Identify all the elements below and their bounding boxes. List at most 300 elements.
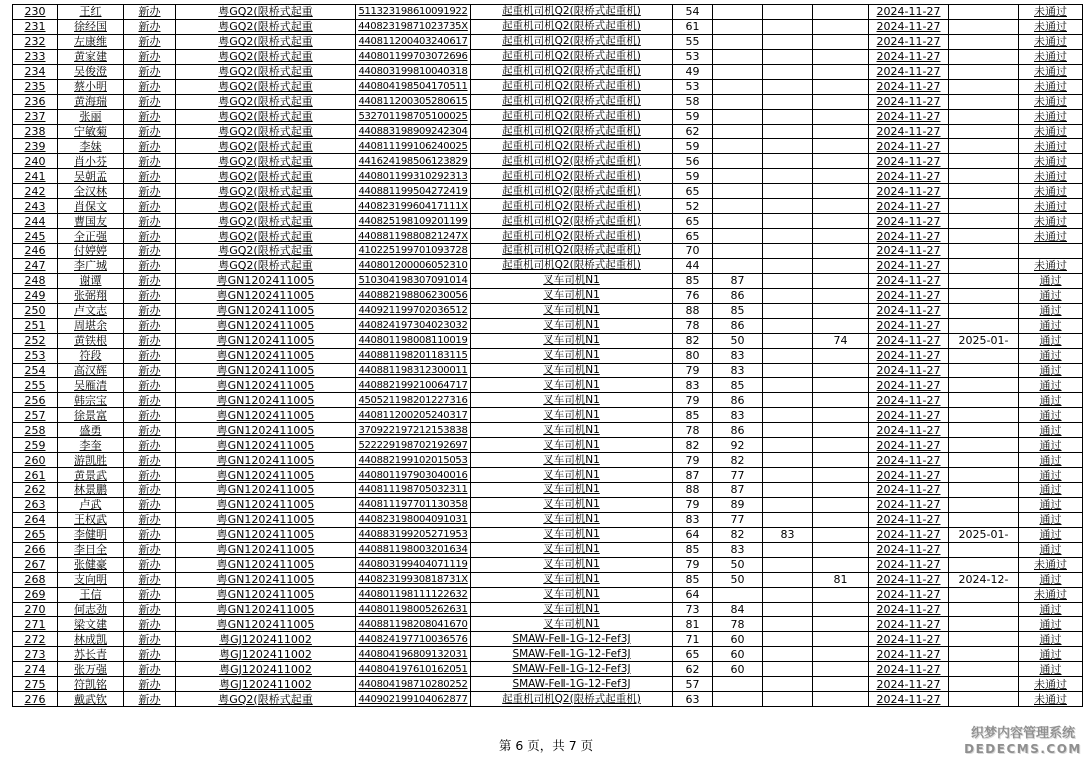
cell-apply-type: 新办 [124, 214, 176, 229]
cell-row-number: 246 [13, 244, 58, 259]
cell-score-2: 83 [713, 408, 763, 423]
cell-score-4 [813, 109, 869, 124]
cell-exam-date: 2024-11-27 [869, 378, 949, 393]
cell-apply-type: 新办 [124, 453, 176, 468]
cell-score-2 [713, 19, 763, 34]
cell-name: 吴俊澄 [58, 64, 124, 79]
cell-name: 支向明 [58, 572, 124, 587]
cell-retake-date: 2025-01- [949, 333, 1019, 348]
cell-name: 黄海瑞 [58, 94, 124, 109]
table-row [13, 408, 1083, 423]
cell-score-2 [713, 124, 763, 139]
cell-result: 通过 [1019, 617, 1083, 632]
cell-score-1: 76 [673, 288, 713, 303]
cell-row-number: 240 [13, 154, 58, 169]
cell-id-number: 440824197710036576 [356, 632, 471, 647]
cell-score-2 [713, 79, 763, 94]
cell-apply-type: 新办 [124, 318, 176, 333]
cell-project-code: 粤GQ2(限桥式起重 [176, 184, 356, 199]
cell-result: 未通过 [1019, 557, 1083, 572]
cell-score-2: 83 [713, 348, 763, 363]
cell-name: 左康维 [58, 34, 124, 49]
cell-result: 通过 [1019, 333, 1083, 348]
cell-exam-date: 2024-11-27 [869, 169, 949, 184]
cell-exam-date: 2024-11-27 [869, 273, 949, 288]
cell-exam-date: 2024-11-27 [869, 408, 949, 423]
cell-project-code: 粤GN1202411005 [176, 587, 356, 602]
cell-retake-date [949, 587, 1019, 602]
cell-row-number: 241 [13, 169, 58, 184]
cell-score-3 [763, 617, 813, 632]
cell-retake-date [949, 79, 1019, 94]
cell-apply-type: 新办 [124, 229, 176, 244]
table-row [13, 497, 1083, 512]
cell-id-number: 440811198705032311 [356, 483, 471, 498]
cell-score-1: 49 [673, 64, 713, 79]
cell-score-4 [813, 483, 869, 498]
cell-project-code: 粤GN1202411005 [176, 557, 356, 572]
cell-project-code: 粤GN1202411005 [176, 363, 356, 378]
cell-project-code: 粤GJ1202411002 [176, 632, 356, 647]
cell-name: 苏长青 [58, 647, 124, 662]
cell-score-1: 70 [673, 244, 713, 259]
cell-qualification: 叉车司机N1 [471, 453, 673, 468]
cell-qualification: 起重机司机Q2(限桥式起重机) [471, 49, 673, 64]
cell-project-code: 粤GQ2(限桥式起重 [176, 258, 356, 273]
cell-row-number: 248 [13, 273, 58, 288]
cell-row-number: 231 [13, 19, 58, 34]
cell-score-4 [813, 19, 869, 34]
cell-id-number: 510304198307091014 [356, 273, 471, 288]
cell-retake-date [949, 408, 1019, 423]
cell-apply-type: 新办 [124, 139, 176, 154]
cell-row-number: 243 [13, 199, 58, 214]
table-row [13, 303, 1083, 318]
cell-score-4 [813, 258, 869, 273]
cell-project-code: 粤GN1202411005 [176, 408, 356, 423]
cell-id-number: 440801198008110019 [356, 333, 471, 348]
cell-qualification: 叉车司机N1 [471, 587, 673, 602]
cell-project-code: 粤GN1202411005 [176, 453, 356, 468]
cell-score-2: 60 [713, 647, 763, 662]
cell-apply-type: 新办 [124, 184, 176, 199]
table-row [13, 214, 1083, 229]
cell-name: 李广城 [58, 258, 124, 273]
cell-name: 周堪余 [58, 318, 124, 333]
cell-score-2 [713, 199, 763, 214]
cell-score-4 [813, 557, 869, 572]
cell-project-code: 粤GN1202411005 [176, 542, 356, 557]
cell-row-number: 232 [13, 34, 58, 49]
cell-score-3 [763, 572, 813, 587]
cell-exam-date: 2024-11-27 [869, 453, 949, 468]
cell-result: 未通过 [1019, 184, 1083, 199]
cell-score-3 [763, 258, 813, 273]
cell-score-1: 64 [673, 527, 713, 542]
cell-retake-date [949, 662, 1019, 677]
cell-score-1: 83 [673, 512, 713, 527]
cell-row-number: 251 [13, 318, 58, 333]
cell-qualification: 起重机司机Q2(限桥式起重机) [471, 169, 673, 184]
cell-exam-date: 2024-11-27 [869, 64, 949, 79]
cell-score-4 [813, 468, 869, 483]
cell-apply-type: 新办 [124, 273, 176, 288]
cell-project-code: 粤GN1202411005 [176, 318, 356, 333]
cell-score-1: 82 [673, 438, 713, 453]
cell-project-code: 粤GQ2(限桥式起重 [176, 229, 356, 244]
cell-id-number: 441624198506123829 [356, 154, 471, 169]
cell-score-2: 50 [713, 572, 763, 587]
cell-qualification: 叉车司机N1 [471, 273, 673, 288]
cell-score-4 [813, 587, 869, 602]
cell-qualification: 叉车司机N1 [471, 318, 673, 333]
cell-score-2 [713, 64, 763, 79]
cell-project-code: 粤GQ2(限桥式起重 [176, 79, 356, 94]
cell-score-2: 87 [713, 483, 763, 498]
cell-row-number: 252 [13, 333, 58, 348]
cell-retake-date [949, 258, 1019, 273]
cell-id-number: 440824197304023032 [356, 318, 471, 333]
cell-id-number: 44082319960417111X [356, 199, 471, 214]
table-row [13, 5, 1083, 20]
cell-retake-date [949, 288, 1019, 303]
cell-result: 通过 [1019, 497, 1083, 512]
cell-qualification: 叉车司机N1 [471, 468, 673, 483]
cell-result: 通过 [1019, 483, 1083, 498]
cell-apply-type: 新办 [124, 94, 176, 109]
table-row [13, 512, 1083, 527]
cell-score-2: 85 [713, 378, 763, 393]
table-row [13, 662, 1083, 677]
table-row [13, 199, 1083, 214]
cell-row-number: 275 [13, 677, 58, 692]
cell-score-2 [713, 677, 763, 692]
cell-retake-date [949, 303, 1019, 318]
cell-apply-type: 新办 [124, 408, 176, 423]
cell-retake-date [949, 154, 1019, 169]
cell-result: 通过 [1019, 438, 1083, 453]
cell-project-code: 粤GQ2(限桥式起重 [176, 5, 356, 20]
cell-retake-date [949, 363, 1019, 378]
cell-score-1: 65 [673, 214, 713, 229]
cell-score-1: 78 [673, 318, 713, 333]
cell-name: 何志劲 [58, 602, 124, 617]
cell-row-number: 233 [13, 49, 58, 64]
cell-score-1: 55 [673, 34, 713, 49]
cell-name: 吴朝孟 [58, 169, 124, 184]
cell-qualification: 起重机司机Q2(限桥式起重机) [471, 109, 673, 124]
cell-exam-date: 2024-11-27 [869, 527, 949, 542]
cell-result: 通过 [1019, 318, 1083, 333]
cell-result: 通过 [1019, 647, 1083, 662]
cell-retake-date [949, 483, 1019, 498]
cell-score-1: 64 [673, 587, 713, 602]
cell-score-2 [713, 154, 763, 169]
cell-result: 通过 [1019, 288, 1083, 303]
cell-exam-date: 2024-11-27 [869, 94, 949, 109]
cell-result: 未通过 [1019, 124, 1083, 139]
cell-project-code: 粤GQ2(限桥式起重 [176, 124, 356, 139]
cell-retake-date [949, 497, 1019, 512]
cell-score-1: 63 [673, 692, 713, 707]
cell-score-1: 44 [673, 258, 713, 273]
cell-apply-type: 新办 [124, 124, 176, 139]
cell-result: 未通过 [1019, 5, 1083, 20]
cell-name: 符段 [58, 348, 124, 363]
cell-name: 梁文建 [58, 617, 124, 632]
cell-score-2: 92 [713, 438, 763, 453]
cell-score-1: 79 [673, 557, 713, 572]
cell-score-1: 61 [673, 19, 713, 34]
cell-score-4 [813, 632, 869, 647]
cell-project-code: 粤GN1202411005 [176, 288, 356, 303]
cell-score-4 [813, 244, 869, 259]
cell-row-number: 254 [13, 363, 58, 378]
cell-result: 未通过 [1019, 199, 1083, 214]
cell-id-number: 440881198201183115 [356, 348, 471, 363]
cell-id-number: 440882199102015053 [356, 453, 471, 468]
cell-apply-type: 新办 [124, 49, 176, 64]
cell-row-number: 250 [13, 303, 58, 318]
cell-qualification: 起重机司机Q2(限桥式起重机) [471, 229, 673, 244]
cell-score-1: 88 [673, 483, 713, 498]
cell-exam-date: 2024-11-27 [869, 692, 949, 707]
cell-exam-date: 2024-11-27 [869, 139, 949, 154]
cell-exam-date: 2024-11-27 [869, 229, 949, 244]
cell-score-3 [763, 109, 813, 124]
cell-score-3 [763, 169, 813, 184]
cell-apply-type: 新办 [124, 587, 176, 602]
cell-project-code: 粤GJ1202411002 [176, 647, 356, 662]
cell-score-4 [813, 602, 869, 617]
cell-result: 未通过 [1019, 169, 1083, 184]
cell-id-number: 440801200006052310 [356, 258, 471, 273]
cell-score-2 [713, 94, 763, 109]
cell-retake-date [949, 169, 1019, 184]
cell-retake-date [949, 453, 1019, 468]
cell-row-number: 238 [13, 124, 58, 139]
cell-score-3 [763, 468, 813, 483]
cell-score-2: 78 [713, 617, 763, 632]
table-row [13, 423, 1083, 438]
cell-apply-type: 新办 [124, 542, 176, 557]
cell-apply-type: 新办 [124, 572, 176, 587]
table-row [13, 587, 1083, 602]
cell-score-2 [713, 587, 763, 602]
cell-score-1: 85 [673, 408, 713, 423]
cell-exam-date: 2024-11-27 [869, 19, 949, 34]
cell-id-number: 532701198705100025 [356, 109, 471, 124]
cell-result: 未通过 [1019, 587, 1083, 602]
cell-exam-date: 2024-11-27 [869, 109, 949, 124]
cell-score-3 [763, 49, 813, 64]
cell-score-3 [763, 79, 813, 94]
cell-name: 蔡小明 [58, 79, 124, 94]
cell-row-number: 276 [13, 692, 58, 707]
cell-apply-type: 新办 [124, 199, 176, 214]
cell-score-1: 79 [673, 453, 713, 468]
cell-id-number: 440804198710280252 [356, 677, 471, 692]
cell-project-code: 粤GQ2(限桥式起重 [176, 169, 356, 184]
cell-apply-type: 新办 [124, 632, 176, 647]
cell-id-number: 450521198201227316 [356, 393, 471, 408]
cell-result: 未通过 [1019, 94, 1083, 109]
cell-name: 黄铁根 [58, 333, 124, 348]
cell-score-2 [713, 109, 763, 124]
cell-id-number: 440811199106240025 [356, 139, 471, 154]
cell-row-number: 265 [13, 527, 58, 542]
cell-score-4 [813, 273, 869, 288]
cell-apply-type: 新办 [124, 303, 176, 318]
cell-score-2 [713, 244, 763, 259]
cell-row-number: 239 [13, 139, 58, 154]
cell-result [1019, 244, 1083, 259]
table-row [13, 602, 1083, 617]
cell-retake-date [949, 512, 1019, 527]
cell-qualification: 起重机司机Q2(限桥式起重机) [471, 214, 673, 229]
cell-score-1: 59 [673, 109, 713, 124]
table-row [13, 333, 1083, 348]
cell-id-number: 440804197610162051 [356, 662, 471, 677]
cell-id-number: 511323198610091922 [356, 5, 471, 20]
cell-score-3 [763, 512, 813, 527]
cell-score-3 [763, 348, 813, 363]
cell-score-2: 85 [713, 303, 763, 318]
cell-apply-type: 新办 [124, 602, 176, 617]
dedecms-watermark [956, 726, 1090, 757]
cell-score-2 [713, 214, 763, 229]
cell-project-code: 粤GQ2(限桥式起重 [176, 199, 356, 214]
cell-project-code: 粤GN1202411005 [176, 483, 356, 498]
cell-id-number: 440825198109201199 [356, 214, 471, 229]
cell-exam-date: 2024-11-27 [869, 258, 949, 273]
table-row [13, 632, 1083, 647]
table-row [13, 169, 1083, 184]
cell-row-number: 272 [13, 632, 58, 647]
cell-score-2: 87 [713, 273, 763, 288]
cell-project-code: 粤GN1202411005 [176, 438, 356, 453]
cell-apply-type: 新办 [124, 468, 176, 483]
cell-exam-date: 2024-11-27 [869, 468, 949, 483]
cell-score-1: 54 [673, 5, 713, 20]
cell-qualification: 叉车司机N1 [471, 512, 673, 527]
cell-score-2 [713, 184, 763, 199]
table-row [13, 49, 1083, 64]
cell-qualification: 叉车司机N1 [471, 438, 673, 453]
cell-score-2 [713, 49, 763, 64]
cell-score-2: 86 [713, 423, 763, 438]
cell-result: 未通过 [1019, 214, 1083, 229]
cell-apply-type: 新办 [124, 363, 176, 378]
cell-score-4 [813, 303, 869, 318]
cell-exam-date: 2024-11-27 [869, 5, 949, 20]
cell-id-number: 440811200205240317 [356, 408, 471, 423]
cell-qualification: 叉车司机N1 [471, 408, 673, 423]
cell-score-2 [713, 34, 763, 49]
cell-project-code: 粤GQ2(限桥式起重 [176, 214, 356, 229]
cell-apply-type: 新办 [124, 662, 176, 677]
cell-qualification: 叉车司机N1 [471, 348, 673, 363]
table-row [13, 617, 1083, 632]
cell-result: 通过 [1019, 512, 1083, 527]
cell-row-number: 249 [13, 288, 58, 303]
cell-name: 王权武 [58, 512, 124, 527]
table-row [13, 453, 1083, 468]
cell-result: 通过 [1019, 408, 1083, 423]
table-row [13, 109, 1083, 124]
cell-score-3 [763, 453, 813, 468]
cell-score-2 [713, 692, 763, 707]
table-row [13, 378, 1083, 393]
cell-score-3 [763, 19, 813, 34]
cell-score-3 [763, 333, 813, 348]
cell-score-2: 50 [713, 557, 763, 572]
cell-id-number: 440801198005262631 [356, 602, 471, 617]
cell-apply-type: 新办 [124, 109, 176, 124]
cell-score-3 [763, 363, 813, 378]
cell-id-number: 370922197212153838 [356, 423, 471, 438]
cell-row-number: 236 [13, 94, 58, 109]
cell-score-3 [763, 229, 813, 244]
cell-result: 通过 [1019, 378, 1083, 393]
table-row [13, 363, 1083, 378]
cell-name: 符凯铭 [58, 677, 124, 692]
cell-apply-type: 新办 [124, 19, 176, 34]
watermark-text-cn: 织梦内容管理系统 [970, 726, 1075, 741]
cell-name: 宁敏菊 [58, 124, 124, 139]
cell-row-number: 268 [13, 572, 58, 587]
cell-retake-date [949, 557, 1019, 572]
cell-apply-type: 新办 [124, 154, 176, 169]
cell-row-number: 259 [13, 438, 58, 453]
cell-qualification: SMAW-FeⅡ-1G-12-Fef3J [471, 662, 673, 677]
cell-score-2 [713, 139, 763, 154]
cell-score-1: 85 [673, 572, 713, 587]
cell-score-1: 59 [673, 169, 713, 184]
cell-project-code: 粤GQ2(限桥式起重 [176, 692, 356, 707]
cell-project-code: 粤GN1202411005 [176, 423, 356, 438]
cell-score-2: 83 [713, 542, 763, 557]
cell-score-2: 60 [713, 632, 763, 647]
cell-id-number: 440803199810040318 [356, 64, 471, 79]
table-row [13, 527, 1083, 542]
cell-name: 黄景武 [58, 468, 124, 483]
cell-score-4 [813, 423, 869, 438]
cell-apply-type: 新办 [124, 423, 176, 438]
cell-row-number: 234 [13, 64, 58, 79]
cell-qualification: 叉车司机N1 [471, 572, 673, 587]
cell-retake-date [949, 273, 1019, 288]
cell-score-1: 59 [673, 139, 713, 154]
cell-name: 王信 [58, 587, 124, 602]
cell-exam-date: 2024-11-27 [869, 483, 949, 498]
cell-retake-date [949, 632, 1019, 647]
cell-qualification: 起重机司机Q2(限桥式起重机) [471, 154, 673, 169]
cell-score-1: 62 [673, 662, 713, 677]
cell-id-number: 440811200305280615 [356, 94, 471, 109]
cell-score-4 [813, 497, 869, 512]
cell-score-4 [813, 154, 869, 169]
cell-score-4 [813, 512, 869, 527]
cell-exam-date: 2024-11-27 [869, 647, 949, 662]
cell-score-3 [763, 557, 813, 572]
cell-result: 通过 [1019, 662, 1083, 677]
cell-score-2 [713, 169, 763, 184]
cell-retake-date [949, 199, 1019, 214]
cell-result: 未通过 [1019, 139, 1083, 154]
exam-results-table [12, 4, 1083, 707]
cell-retake-date [949, 214, 1019, 229]
